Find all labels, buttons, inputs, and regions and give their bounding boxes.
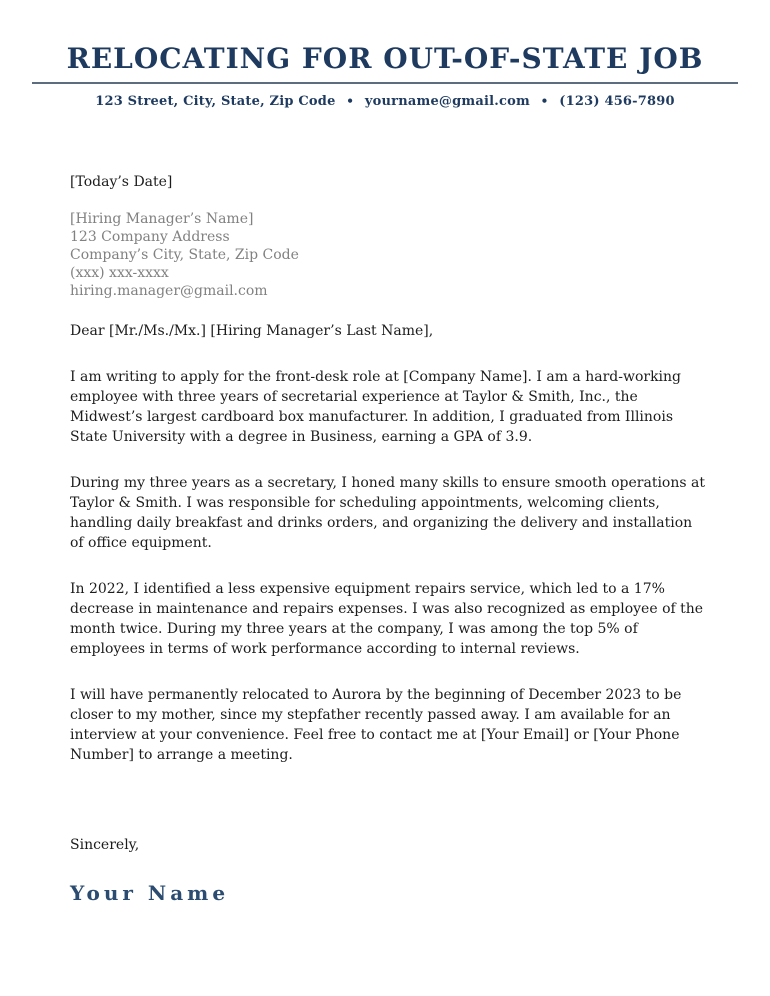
- recipient-block: [70, 210, 710, 300]
- contact-line: [0, 93, 770, 110]
- recipient-email: hiring.manager@gmail.com: [70, 283, 268, 299]
- page-title: RELOCATING FOR OUT-OF-STATE JOB: [66, 42, 704, 75]
- contact-phone: (123) 456-7890: [559, 94, 675, 109]
- closing-line: Sincerely,: [70, 837, 140, 853]
- letter-masthead: [0, 0, 770, 110]
- recipient-street-address: 123 Company Address: [70, 229, 230, 245]
- paragraph-experience: During my three years as a secretary, I honed many skills to ensure smooth operations at Taylor & Smith. I was responsible for scheduling appointments, welcoming clients, handling daily breakfast and drinks orders, and organizing the delivery and installation of office equipment.: [70, 475, 705, 551]
- letter-body: [0, 172, 770, 906]
- bullet-separator-icon: •: [540, 94, 549, 108]
- recipient-city-state-zip: Company’s City, State, Zip Code: [70, 247, 299, 263]
- contact-email: yourname@gmail.com: [364, 94, 530, 109]
- salutation-line: Dear [Mr./Ms./Mx.] [Hiring Manager’s Last Name],: [70, 323, 434, 339]
- recipient-name: [Hiring Manager’s Name]: [70, 211, 254, 227]
- paragraph-relocation: I will have permanently relocated to Aurora by the beginning of December 2023 to be closer to my mother, since my stepfather recently passed away. I am available for an interview at your convenience. Feel free to contact me at [Your Email] or [Your Phone Number] to arrange a meeting.: [70, 687, 682, 763]
- contact-address: 123 Street, City, State, Zip Code: [95, 94, 336, 109]
- signature-name: Your Name: [70, 881, 230, 905]
- title-divider-rule: [32, 82, 738, 84]
- recipient-phone: (xxx) xxx-xxxx: [70, 265, 169, 281]
- paragraph-achievements: In 2022, I identified a less expensive equipment repairs service, which led to a 17% decrease in maintenance and repairs expenses. I was also recognized as employee of the month twice. During my three years at the company, I was among the top 5% of employees in terms of work performance according to internal reviews.: [70, 581, 704, 657]
- bullet-separator-icon: •: [346, 94, 355, 108]
- date-placeholder: [Today’s Date]: [70, 174, 173, 190]
- paragraph-introduction: I am writing to apply for the front-desk role at [Company Name]. I am a hard-working employee with three years of secretarial experience at Taylor & Smith, Inc., the Midwest’s largest cardboard box manufacturer. In addition, I graduated from Illinois State University with a degree in Business, earning a GPA of 3.9.: [70, 369, 682, 445]
